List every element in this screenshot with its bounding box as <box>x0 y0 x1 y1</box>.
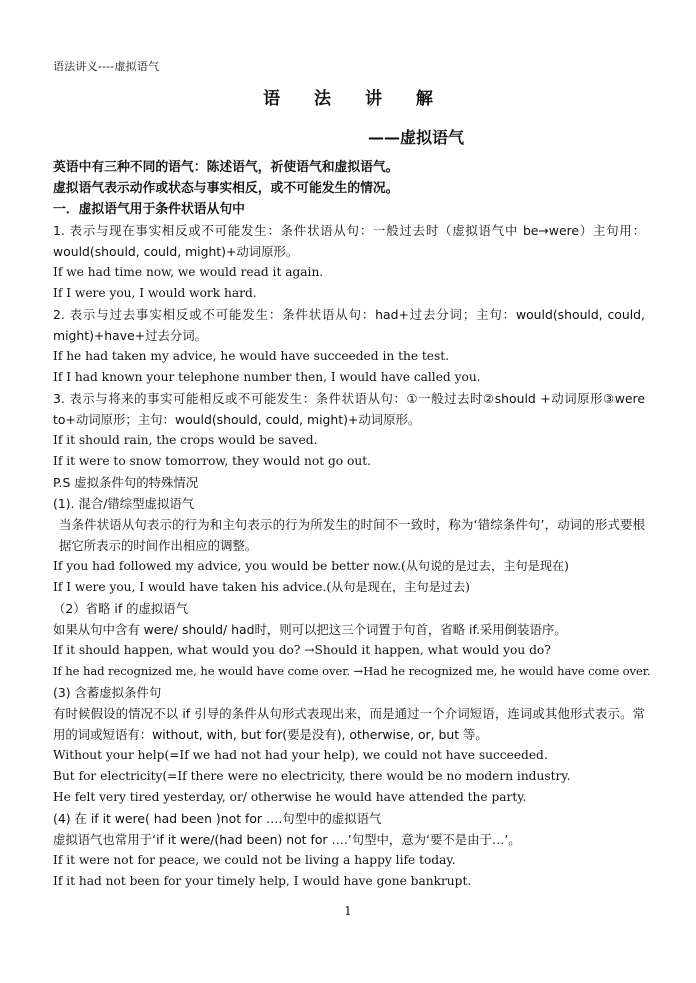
example-sentence: If he had recognized me, he would have come over. →Had he recognized me, he would have come over. <box>53 664 651 678</box>
section-heading: 一．虚拟语气用于条件状语从句中 <box>53 202 245 217</box>
intro-line: 英语中有三种不同的语气：陈述语气，祈使语气和虚拟语气。 <box>53 160 399 175</box>
example-sentence: If I were you, I would work hard. <box>53 286 257 300</box>
running-header: 语法讲义----虚拟语气 <box>53 60 160 73</box>
page-title: 语 法 讲 解 <box>263 89 447 109</box>
example-sentence: If we had time now, we would read it again. <box>53 265 324 279</box>
example-sentence: If I were you, I would have taken his advice.(从句是现在，主句是过去) <box>53 580 470 594</box>
example-sentence: Without your help(=If we had not had your help), we could not have succeeded. <box>53 748 548 762</box>
rule-paragraph: 虚拟语气也常用于‘if it were/(had been) not for ….’句型中，意为‘要不是由于…’。 <box>53 832 521 847</box>
page-subtitle: ——虚拟语气 <box>368 128 465 147</box>
subsection-heading: (3) 含蓄虚拟条件句 <box>53 685 162 700</box>
example-sentence: If I had known your telephone number then, I would have called you. <box>53 370 481 384</box>
rule-paragraph: 1. 表示与现在事实相反或不可能发生：条件状语从句：一般过去时（虚拟语气中 be→were）主句用：would(should, could, might)+动词原形。 <box>53 223 645 259</box>
rule-paragraph: 当条件状语从句表示的行为和主句表示的行为所发生的时间不一致时，称为‘错综条件句’，动词的形式要根据它所表示的时间作出相应的调整。 <box>59 517 645 553</box>
subsection-heading: （2）省略 if 的虚拟语气 <box>53 601 189 616</box>
example-sentence: If you had followed my advice, you would be better now.(从句说的是过去，主句是现在) <box>53 559 569 573</box>
subsection-heading: P.S 虚拟条件句的特殊情况 <box>53 475 199 490</box>
page-number: 1 <box>344 904 352 918</box>
subsection-heading: (4) 在 if it were( had been )not for ….句型中的虚拟语气 <box>53 811 382 826</box>
rule-paragraph: 2. 表示与过去事实相反或不可能发生：条件状语从句：had+过去分词；主句：would(should, could, might)+have+过去分词。 <box>53 307 645 343</box>
intro-line: 虚拟语气表示动作或状态与事实相反，或不可能发生的情况。 <box>53 181 399 196</box>
rule-paragraph: 有时候假设的情况不以 if 引导的条件从句形式表现出来，而是通过一个介词短语，连词或其他形式表示。常用的词或短语有：without, with, but for(要是没有), otherwise, or, but 等。 <box>53 706 645 742</box>
example-sentence: He felt very tired yesterday, or/ otherwise he would have attended the party. <box>53 790 527 804</box>
example-sentence: But for electricity(=If there were no electricity, there would be no modern industry. <box>53 769 571 783</box>
example-sentence: If it had not been for your timely help, I would have gone bankrupt. <box>53 874 472 888</box>
subsection-heading: (1). 混合/错综型虚拟语气 <box>53 496 195 511</box>
document-body <box>53 157 651 892</box>
example-sentence: If it were to snow tomorrow, they would not go out. <box>53 454 371 468</box>
rule-paragraph: 如果从句中含有 were/ should/ had时，则可以把这三个词置于句首，省略 if.采用倒装语序。 <box>53 622 567 637</box>
example-sentence: If it should happen, what would you do? →Should it happen, what would you do? <box>53 643 551 657</box>
example-sentence: If it were not for peace, we could not be living a happy life today. <box>53 853 456 867</box>
example-sentence: If it should rain, the crops would be saved. <box>53 433 318 447</box>
rule-paragraph: 3. 表示与将来的事实可能相反或不可能发生：条件状语从句：①一般过去时②should +动词原形③were to+动词原形；主句：would(should, could, might)+动词原形。 <box>53 391 645 427</box>
example-sentence: If he had taken my advice, he would have succeeded in the test. <box>53 349 450 363</box>
